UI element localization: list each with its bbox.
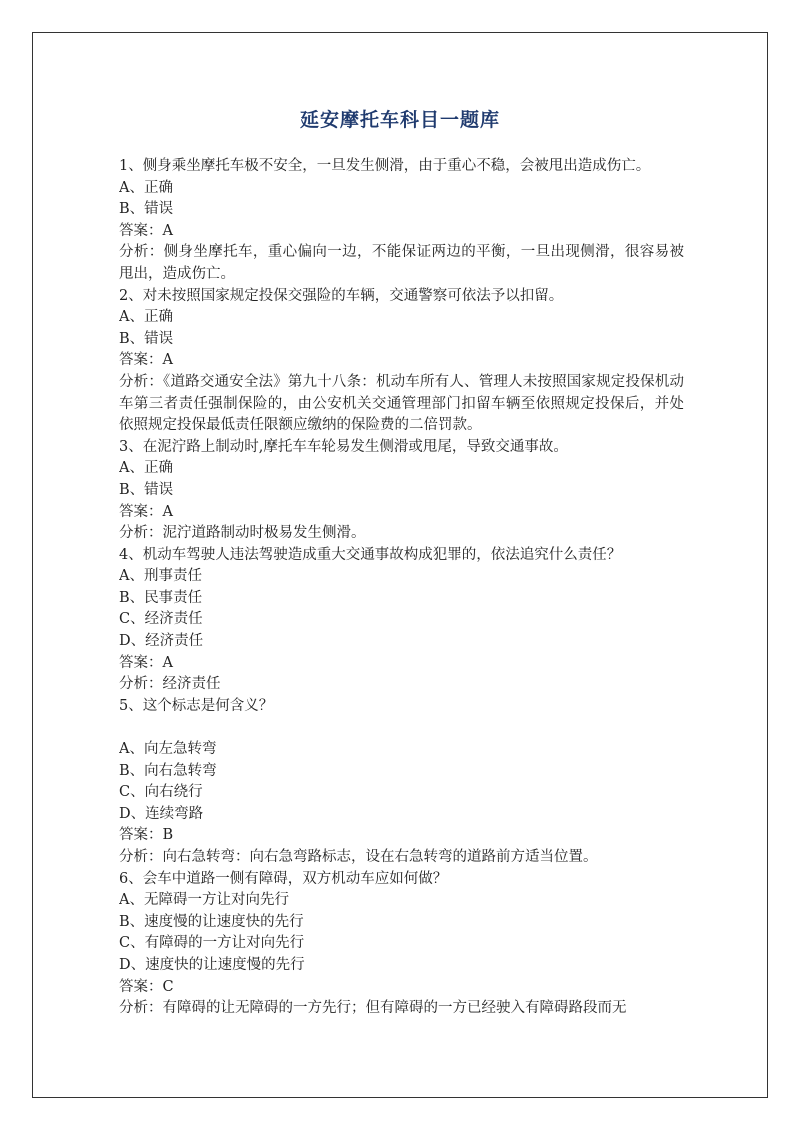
option: B、向右急转弯 [119, 762, 217, 779]
option: D、连续弯路 [119, 805, 204, 822]
question-stem: 3、在泥泞路上制动时,摩托车车轮易发生侧滑或甩尾，导致交通事故。 [119, 438, 568, 455]
analysis: 分析：有障碍的让无障碍的一方先行；但有障碍的一方已经驶入有障碍路段而无 [119, 1000, 627, 1017]
question-stem: 6、会车中道路一侧有障碍，双方机动车应如何做？ [119, 870, 448, 887]
option: B、速度慢的让速度快的先行 [119, 913, 304, 930]
analysis: 分析：经济责任 [119, 676, 221, 693]
answer: 答案：A [119, 503, 173, 520]
question-stem: 5、这个标志是何含义？ [119, 697, 274, 714]
option: A、向左急转弯 [119, 741, 217, 758]
answer: 答案：A [119, 654, 173, 671]
option: D、速度快的让速度慢的先行 [119, 956, 305, 973]
option: A、正确 [119, 179, 173, 196]
question-stem: 2、对未按照国家规定投保交强险的车辆，交通警察可依法予以扣留。 [119, 287, 564, 304]
analysis: 分析：向右急转弯：向右急弯路标志，设在右急转弯的道路前方适当位置。 [119, 849, 598, 865]
answer: 答案：B [119, 827, 174, 844]
option: C、经济责任 [119, 611, 203, 628]
sign-image-placeholder [119, 717, 684, 739]
option: A、正确 [119, 460, 173, 477]
option: B、错误 [119, 330, 174, 347]
analysis: 分析：《道路交通安全法》第九十八条：机动车所有人、管理人未按照国家规定投保机动车第三者责任强制保险的，由公安机关交通管理部门扣留车辆至依照规定投保后，并处依照规定投保最低责任限额应缴纳的保险费的二倍罚款。 [119, 373, 684, 434]
option: B、错误 [119, 201, 174, 218]
option: A、正确 [119, 309, 173, 326]
question-stem: 4、机动车驾驶人违法驾驶造成重大交通事故构成犯罪的，依法追究什么责任？ [119, 546, 622, 563]
option: B、民事责任 [119, 589, 203, 606]
analysis: 分析：泥泞道路制动时极易发生侧滑。 [119, 525, 366, 542]
analysis: 分析：侧身坐摩托车，重心偏向一边，不能保证两边的平衡，一旦出现侧滑，很容易被甩出，造成伤亡。 [119, 244, 684, 282]
question-list [119, 156, 684, 1020]
option: C、向右绕行 [119, 784, 203, 801]
answer: 答案：A [119, 222, 173, 239]
option: B、错误 [119, 481, 174, 498]
option: A、无障碍一方让对向先行 [119, 892, 289, 909]
option: A、刑事责任 [119, 568, 202, 585]
answer: 答案：C [119, 978, 174, 995]
option: C、有障碍的一方让对向先行 [119, 935, 305, 952]
option: D、经济责任 [119, 633, 204, 650]
question-stem: 1、侧身乘坐摩托车极不安全，一旦发生侧滑，由于重心不稳，会被甩出造成伤亡。 [119, 158, 651, 174]
answer: 答案：A [119, 352, 173, 369]
page-title: 延安摩托车科目一题库 [299, 109, 500, 131]
